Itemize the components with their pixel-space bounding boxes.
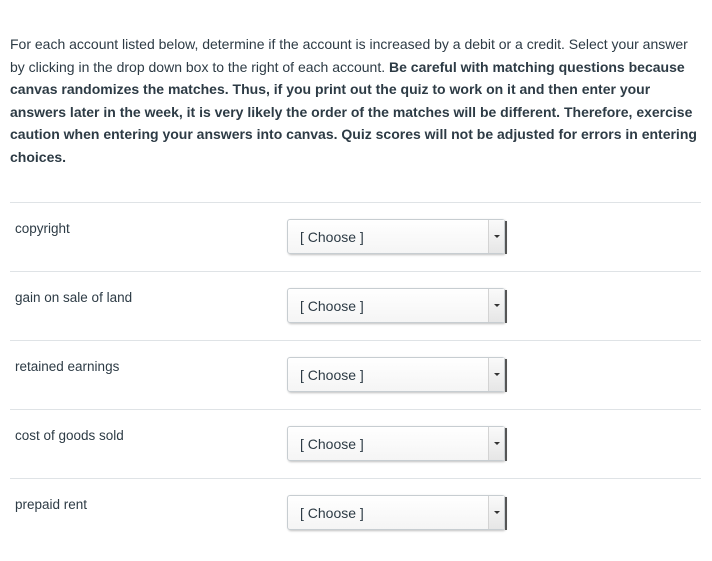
dropdown-arrow-icon[interactable] bbox=[488, 427, 504, 460]
match-row bbox=[10, 409, 701, 478]
answer-dropdown[interactable] bbox=[287, 495, 505, 530]
match-row bbox=[10, 478, 701, 547]
match-label: retained earnings bbox=[15, 359, 120, 374]
match-row bbox=[10, 340, 701, 409]
instructions-warning-text: Be careful with matching questions because canvas randomizes the matches. Thus, if you print out the quiz to work on it and then enter your answers later in the week, it is very likely the order of the matches will be different. Therefore, exercise caution when entering your answers into canvas. Quiz scores will not be adjusted for errors in entering choices. bbox=[10, 58, 697, 165]
match-label: copyright bbox=[15, 221, 70, 236]
instructions-text: For each account listed below, determine if the account is increased by a debit or a credit. Select your answer by clicking in the drop down box to the right of each account. bbox=[10, 36, 688, 75]
answer-dropdown[interactable] bbox=[287, 357, 505, 392]
dropdown-arrow-icon[interactable] bbox=[488, 358, 504, 391]
answer-dropdown[interactable] bbox=[287, 219, 505, 254]
answer-dropdown[interactable] bbox=[287, 288, 505, 323]
dropdown-edge bbox=[505, 359, 507, 392]
match-list bbox=[10, 202, 701, 547]
dropdown-edge bbox=[505, 428, 507, 461]
match-label: prepaid rent bbox=[15, 497, 88, 512]
dropdown-arrow-icon[interactable] bbox=[488, 289, 504, 322]
dropdown-edge bbox=[505, 497, 507, 530]
dropdown-edge bbox=[505, 221, 507, 254]
match-label: gain on sale of land bbox=[15, 290, 133, 305]
match-label: cost of goods sold bbox=[15, 428, 124, 443]
question-instructions bbox=[10, 33, 702, 168]
dropdown-value: [ Choose ] bbox=[300, 229, 364, 245]
match-row bbox=[10, 202, 701, 271]
dropdown-value: [ Choose ] bbox=[300, 367, 364, 383]
dropdown-value: [ Choose ] bbox=[300, 298, 364, 314]
answer-dropdown[interactable] bbox=[287, 426, 505, 461]
dropdown-arrow-icon[interactable] bbox=[488, 220, 504, 253]
match-row bbox=[10, 271, 701, 340]
dropdown-value: [ Choose ] bbox=[300, 436, 364, 452]
dropdown-arrow-icon[interactable] bbox=[488, 496, 504, 529]
dropdown-value: [ Choose ] bbox=[300, 505, 364, 521]
dropdown-edge bbox=[505, 290, 507, 323]
